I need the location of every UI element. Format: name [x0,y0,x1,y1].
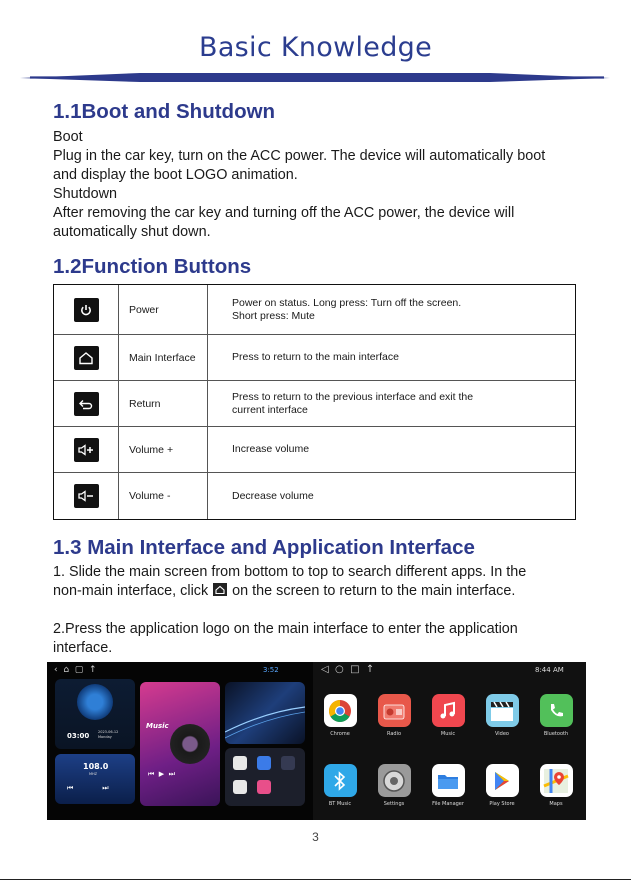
button-name: Volume + [119,427,208,472]
button-name: Return [119,381,208,426]
description-line: Press to return to the previous interface and exit the [232,391,474,403]
boot-line: Plug in the car key, turn on the ACC power. The device will automatically boot [53,148,546,164]
description-line: Power on status. Long press: Turn off the screen. [232,297,462,309]
power-icon [74,298,99,322]
app-file-manager[interactable]: File Manager [425,764,471,807]
app-settings[interactable]: Settings [371,764,417,807]
clock-weekday: Monday [98,735,112,739]
radio-frequency: 108.0 [83,762,109,771]
button-name: Power [119,285,208,334]
status-time: 3:52 [263,666,279,674]
home-icon [213,583,227,596]
nav-icons: ◁ ○ □ ↑ [321,664,375,675]
interface-paragraph [53,563,598,658]
table-row [54,285,575,335]
album-art-icon [170,724,210,764]
app-video[interactable]: Video [479,694,525,737]
settings-icon [378,764,411,797]
app-music[interactable]: Music [425,694,471,737]
application-interface-screen [313,662,586,820]
volume-down-icon [74,484,99,508]
back-icon [74,392,99,416]
table-row [54,335,575,381]
main-interface-screen [47,662,313,820]
video-icon [486,694,519,727]
analog-clock-icon [77,684,113,720]
header-divider [0,60,631,100]
app-shortcut-icon[interactable] [257,756,271,770]
shutdown-line: automatically shut down. [53,224,211,240]
boot-paragraph [53,128,598,242]
head-unit-screenshot [47,662,586,820]
footer-divider [0,879,631,880]
app-play-store[interactable]: Play Store [479,764,525,807]
clock-time: 03:00 [67,732,90,740]
shortcut-widget [225,748,305,806]
music-controls[interactable]: ⏮ ▶ ⏭ [148,770,175,778]
boot-line: Boot [53,129,83,145]
music-label: Music [146,722,169,730]
boot-line: and display the boot LOGO animation. [53,167,298,183]
radio-icon [378,694,411,727]
music-icon [432,694,465,727]
paragraph-line: 2.Press the application logo on the main interface to enter the application [53,621,518,637]
app-maps[interactable]: Maps [533,764,579,807]
shutdown-line: After removing the car key and turning off the ACC power, the device will [53,205,515,221]
phone-icon [540,694,573,727]
button-name: Volume - [119,473,208,519]
chrome-icon [324,694,357,727]
section-heading-buttons: 1.2Function Buttons [53,255,252,278]
volume-up-icon [74,438,99,462]
button-description [208,427,575,472]
table-row [54,381,575,427]
app-shortcut-icon[interactable] [281,756,295,770]
music-widget[interactable] [140,682,220,806]
description-line: Decrease volume [232,489,314,502]
shutdown-line: Shutdown [53,186,118,202]
app-shortcut-icon[interactable] [233,756,247,770]
description-line: Short press: Mute [232,309,315,322]
clock-date: 2023-06-12 [98,730,119,734]
paragraph-line: interface. [53,640,113,656]
button-name: Main Interface [119,335,208,380]
page-number: 3 [312,830,319,844]
bluetooth-icon [324,764,357,797]
folder-icon [432,764,465,797]
paragraph-line: 1. Slide the main screen from bottom to top to search different apps. In the [53,564,527,580]
radio-unit: MHZ [89,772,98,776]
play-store-icon [486,764,519,797]
app-shortcut-icon[interactable] [257,780,271,794]
maps-icon [540,764,573,797]
paragraph-line: non-main interface, click on the screen to return to the main interface. [53,583,516,599]
nav-icons: ‹ ⌂ ▢ ↑ [54,665,97,675]
page-header-title: Basic Knowledge [199,32,432,63]
app-bluetooth-phone[interactable]: Bluetooth [533,694,579,737]
function-buttons-table [53,284,576,520]
radio-widget [55,754,135,804]
navigation-widget[interactable] [225,682,305,744]
button-description [208,335,575,380]
button-description [208,473,575,519]
button-description [208,381,575,426]
app-radio[interactable]: Radio [371,694,417,737]
status-time: 8:44 AM [535,666,564,674]
description-line: Press to return to the main interface [232,351,399,364]
app-shortcut-icon[interactable] [233,780,247,794]
button-description [208,285,575,334]
description-line: current interface [232,403,308,416]
section-heading-interface: 1.3 Main Interface and Application Interface [53,536,475,559]
app-chrome[interactable]: Chrome [317,694,363,737]
table-row [54,427,575,473]
description-line: Increase volume [232,443,310,456]
clock-widget [55,679,135,749]
home-icon [74,346,99,370]
radio-controls[interactable]: ⏮ ⏭ [67,784,109,792]
table-row [54,473,575,519]
section-heading-boot: 1.1Boot and Shutdown [53,100,276,123]
app-bt-music[interactable]: BT Music [317,764,363,807]
